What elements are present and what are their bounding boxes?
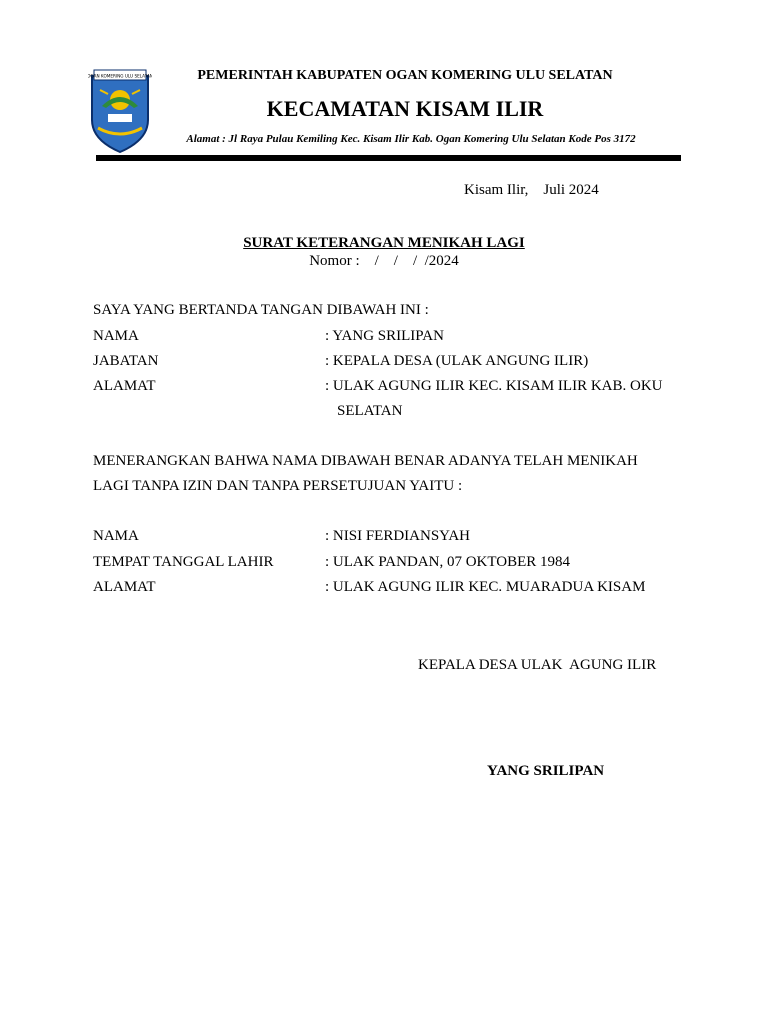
subject-birth-label: TEMPAT TANGGAL LAHIR [93, 554, 274, 570]
document-number: Nomor : / / / /2024 [309, 253, 459, 269]
statement-line-2: LAGI TANPA IZIN DAN TANPA PERSETUJUAN YAITU : [93, 478, 463, 494]
letter-date: Kisam Ilir, Juli 2024 [464, 182, 599, 198]
signer-name-label: NAMA [93, 328, 139, 344]
subject-address-label: ALAMAT [93, 579, 156, 595]
government-name: PEMERINTAH KABUPATEN OGAN KOMERING ULU SELATAN [197, 68, 613, 83]
signer-name-value: : YANG SRILIPAN [325, 328, 444, 344]
subject-birth-value: : ULAK PANDAN, 07 OKTOBER 1984 [325, 554, 571, 570]
signature-name: YANG SRILIPAN [487, 763, 605, 779]
svg-text:OGAN KOMERING ULU SELATAN: OGAN KOMERING ULU SELATAN [88, 73, 152, 79]
statement-line-1: MENERANGKAN BAHWA NAMA DIBAWAH BENAR ADANYA TELAH MENIKAH [93, 453, 638, 469]
signer-address-label: ALAMAT [93, 378, 156, 394]
subject-name-label: NAMA [93, 528, 139, 544]
intro-text: SAYA YANG BERTANDA TANGAN DIBAWAH INI : [93, 302, 429, 318]
signer-address-value-cont: SELATAN [337, 403, 403, 419]
department-name: KECAMATAN KISAM ILIR [266, 96, 544, 121]
signer-position-value: : KEPALA DESA (ULAK ANGUNG ILIR) [325, 353, 589, 369]
signer-position-label: JABATAN [93, 353, 159, 369]
subject-address-value: : ULAK AGUNG ILIR KEC. MUARADUA KISAM [325, 579, 646, 595]
subject-name-value: : NISI FERDIANSYAH [325, 528, 471, 544]
document-title: SURAT KETERANGAN MENIKAH LAGI [243, 235, 525, 251]
letterhead-divider [96, 155, 681, 161]
signature-title: KEPALA DESA ULAK AGUNG ILIR [418, 657, 657, 673]
office-address: Alamat : Jl Raya Pulau Kemiling Kec. Kisam Ilir Kab. Ogan Komering Ulu Selatan Kode Pos 3172 [186, 133, 636, 145]
regency-logo [88, 68, 152, 154]
signer-address-value: : ULAK AGUNG ILIR KEC. KISAM ILIR KAB. OKU [325, 378, 663, 394]
